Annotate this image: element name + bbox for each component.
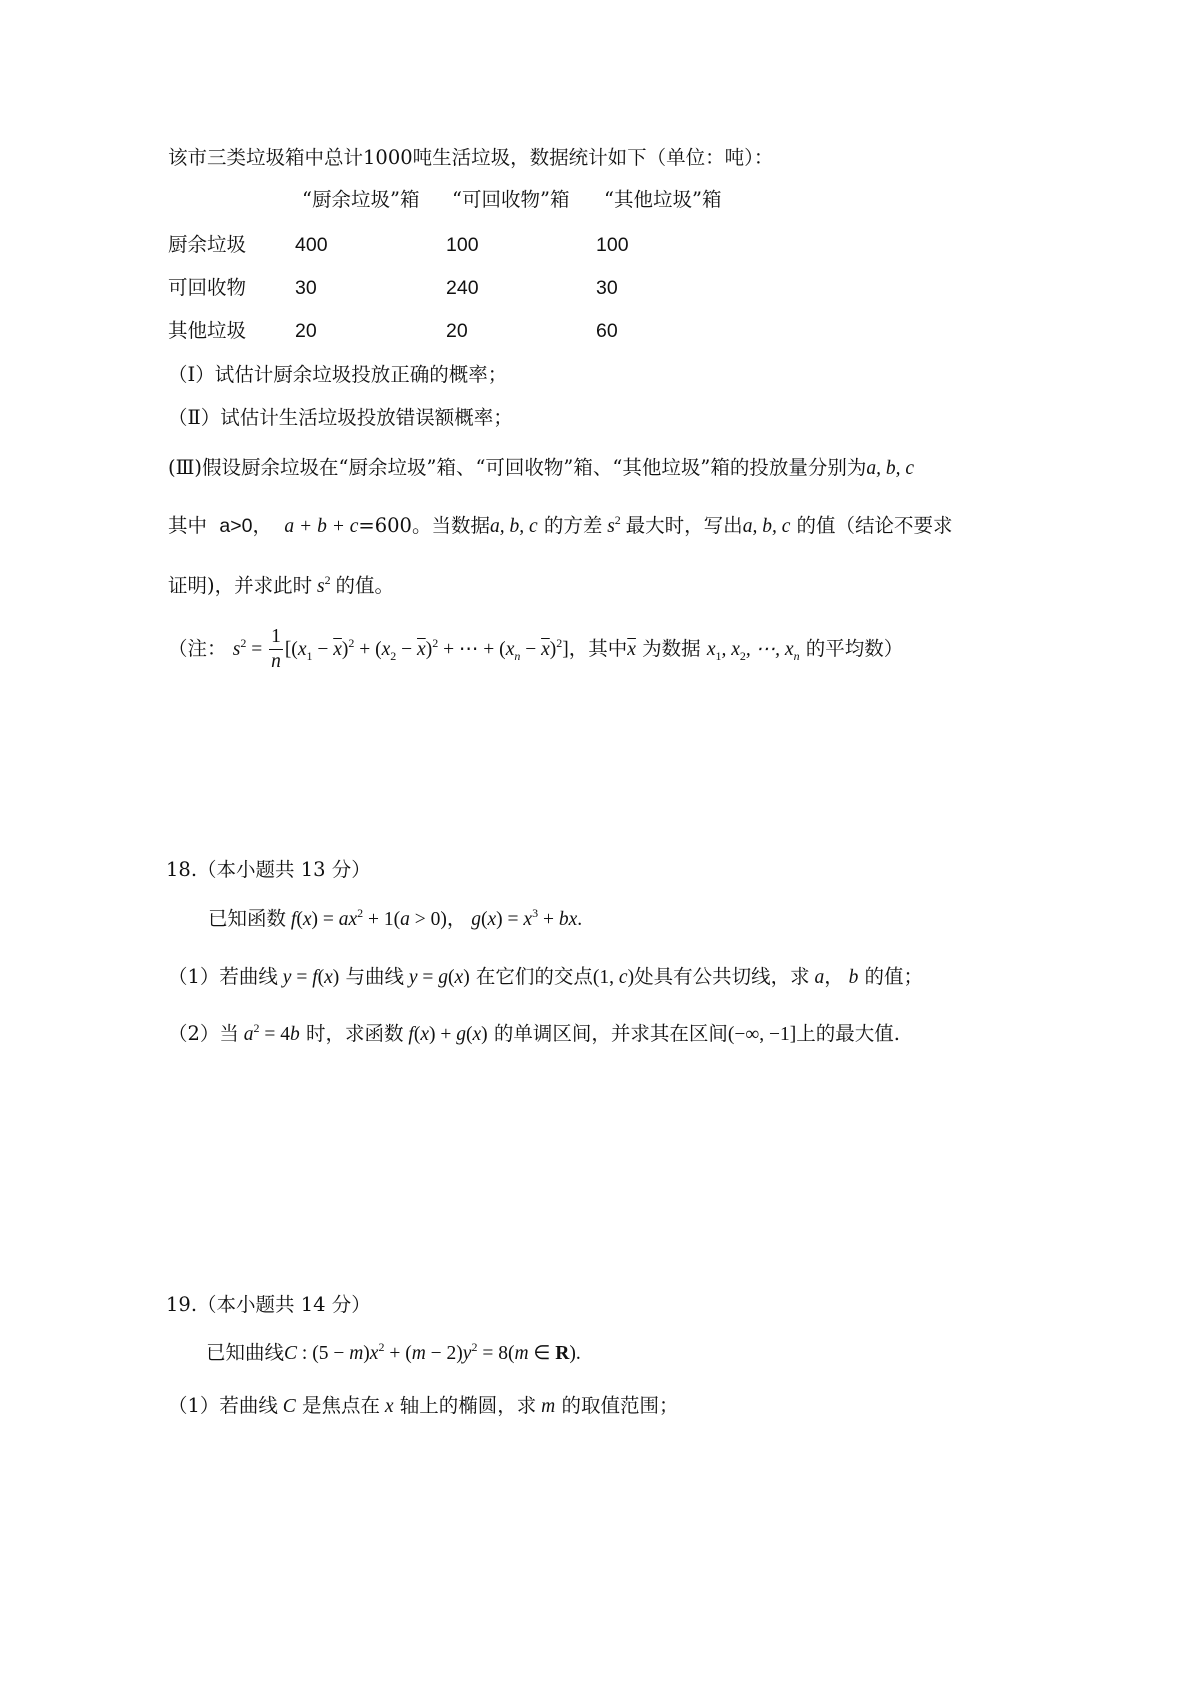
table-header: “厨余垃圾”箱 [302, 188, 420, 211]
table-cell: 20 [446, 320, 468, 342]
table-cell: 100 [596, 234, 629, 256]
table-cell: 30 [295, 277, 317, 299]
table-row-label: 厨余垃圾 [168, 233, 247, 256]
p18-question-1: （1）若曲线 y = f(x) 与曲线 y = g(x) 在它们的交点(1, c)处具有公共切线，求 a， b 的值； [168, 965, 924, 988]
table-cell: 60 [596, 320, 618, 342]
p19-given: 已知曲线C : $(5 - m)x^2 + (m - 2)y^2 = 8(m$ ∈ R). [206, 1340, 581, 1364]
p17-question-3-line2: 其中 a>0， a + b + c=600。当数据a, b, c 的方差 $s^2$ 最大时，写出a, b, c 的值（结论不要求 [168, 513, 953, 537]
p18-given: 已知函数 $f(x) = ax^2 + 1(a > 0)$， $g(x) = x^3$ + bx. [208, 906, 583, 930]
table-row-label: 其他垃圾 [168, 319, 247, 342]
p19-header: 19.（本小题共 14 分） [166, 1293, 371, 1316]
table-cell: 20 [295, 320, 317, 342]
p18-question-2: （2）当 $a^2 = 4b$ 时，求函数 f(x) + g(x) 的单调区间，并求其在区间(−∞, −1]上的最大值. [168, 1021, 900, 1045]
table-cell: 400 [295, 234, 328, 256]
p17-question-3-line3: 证明)，并求此时 $s^2$ 的值。 [168, 573, 394, 597]
table-cell: 100 [446, 234, 479, 256]
p17-variance-note: （注： $s^2$ = $\frac{1}{n}$ [$(x_1 - \overline{x})^2 + (x_2 - \overline{x})^2$ + ⋯ + $(x_n - \overline{x})^2$]，其中$\overline{x}$ 为数据 $x_1$, $x_2$, ⋯, $x_n$ 的平均数） [168, 626, 904, 672]
table-cell: 30 [596, 277, 618, 299]
table-row-label: 可回收物 [168, 276, 247, 299]
table-header: “可回收物”箱 [452, 188, 570, 211]
p17-question-1: （Ⅰ）试估计厨余垃圾投放正确的概率； [168, 363, 508, 386]
p17-question-3-line1: (Ⅲ)假设厨余垃圾在“厨余垃圾”箱、“可回收物”箱、“其他垃圾”箱的投放量分别为a, b, c [168, 456, 914, 479]
p19-question-1: （1）若曲线 C 是焦点在 x 轴上的椭圆，求 m 的取值范围； [168, 1394, 679, 1417]
table-cell: 240 [446, 277, 479, 299]
p17-question-2: （Ⅱ）试估计生活垃圾投放错误额概率； [168, 406, 513, 429]
table-header: “其他垃圾”箱 [604, 188, 722, 211]
p18-header: 18.（本小题共 13 分） [166, 858, 371, 881]
p17-intro: 该市三类垃圾箱中总计1000吨生活垃圾，数据统计如下（单位：吨）： [168, 146, 774, 169]
